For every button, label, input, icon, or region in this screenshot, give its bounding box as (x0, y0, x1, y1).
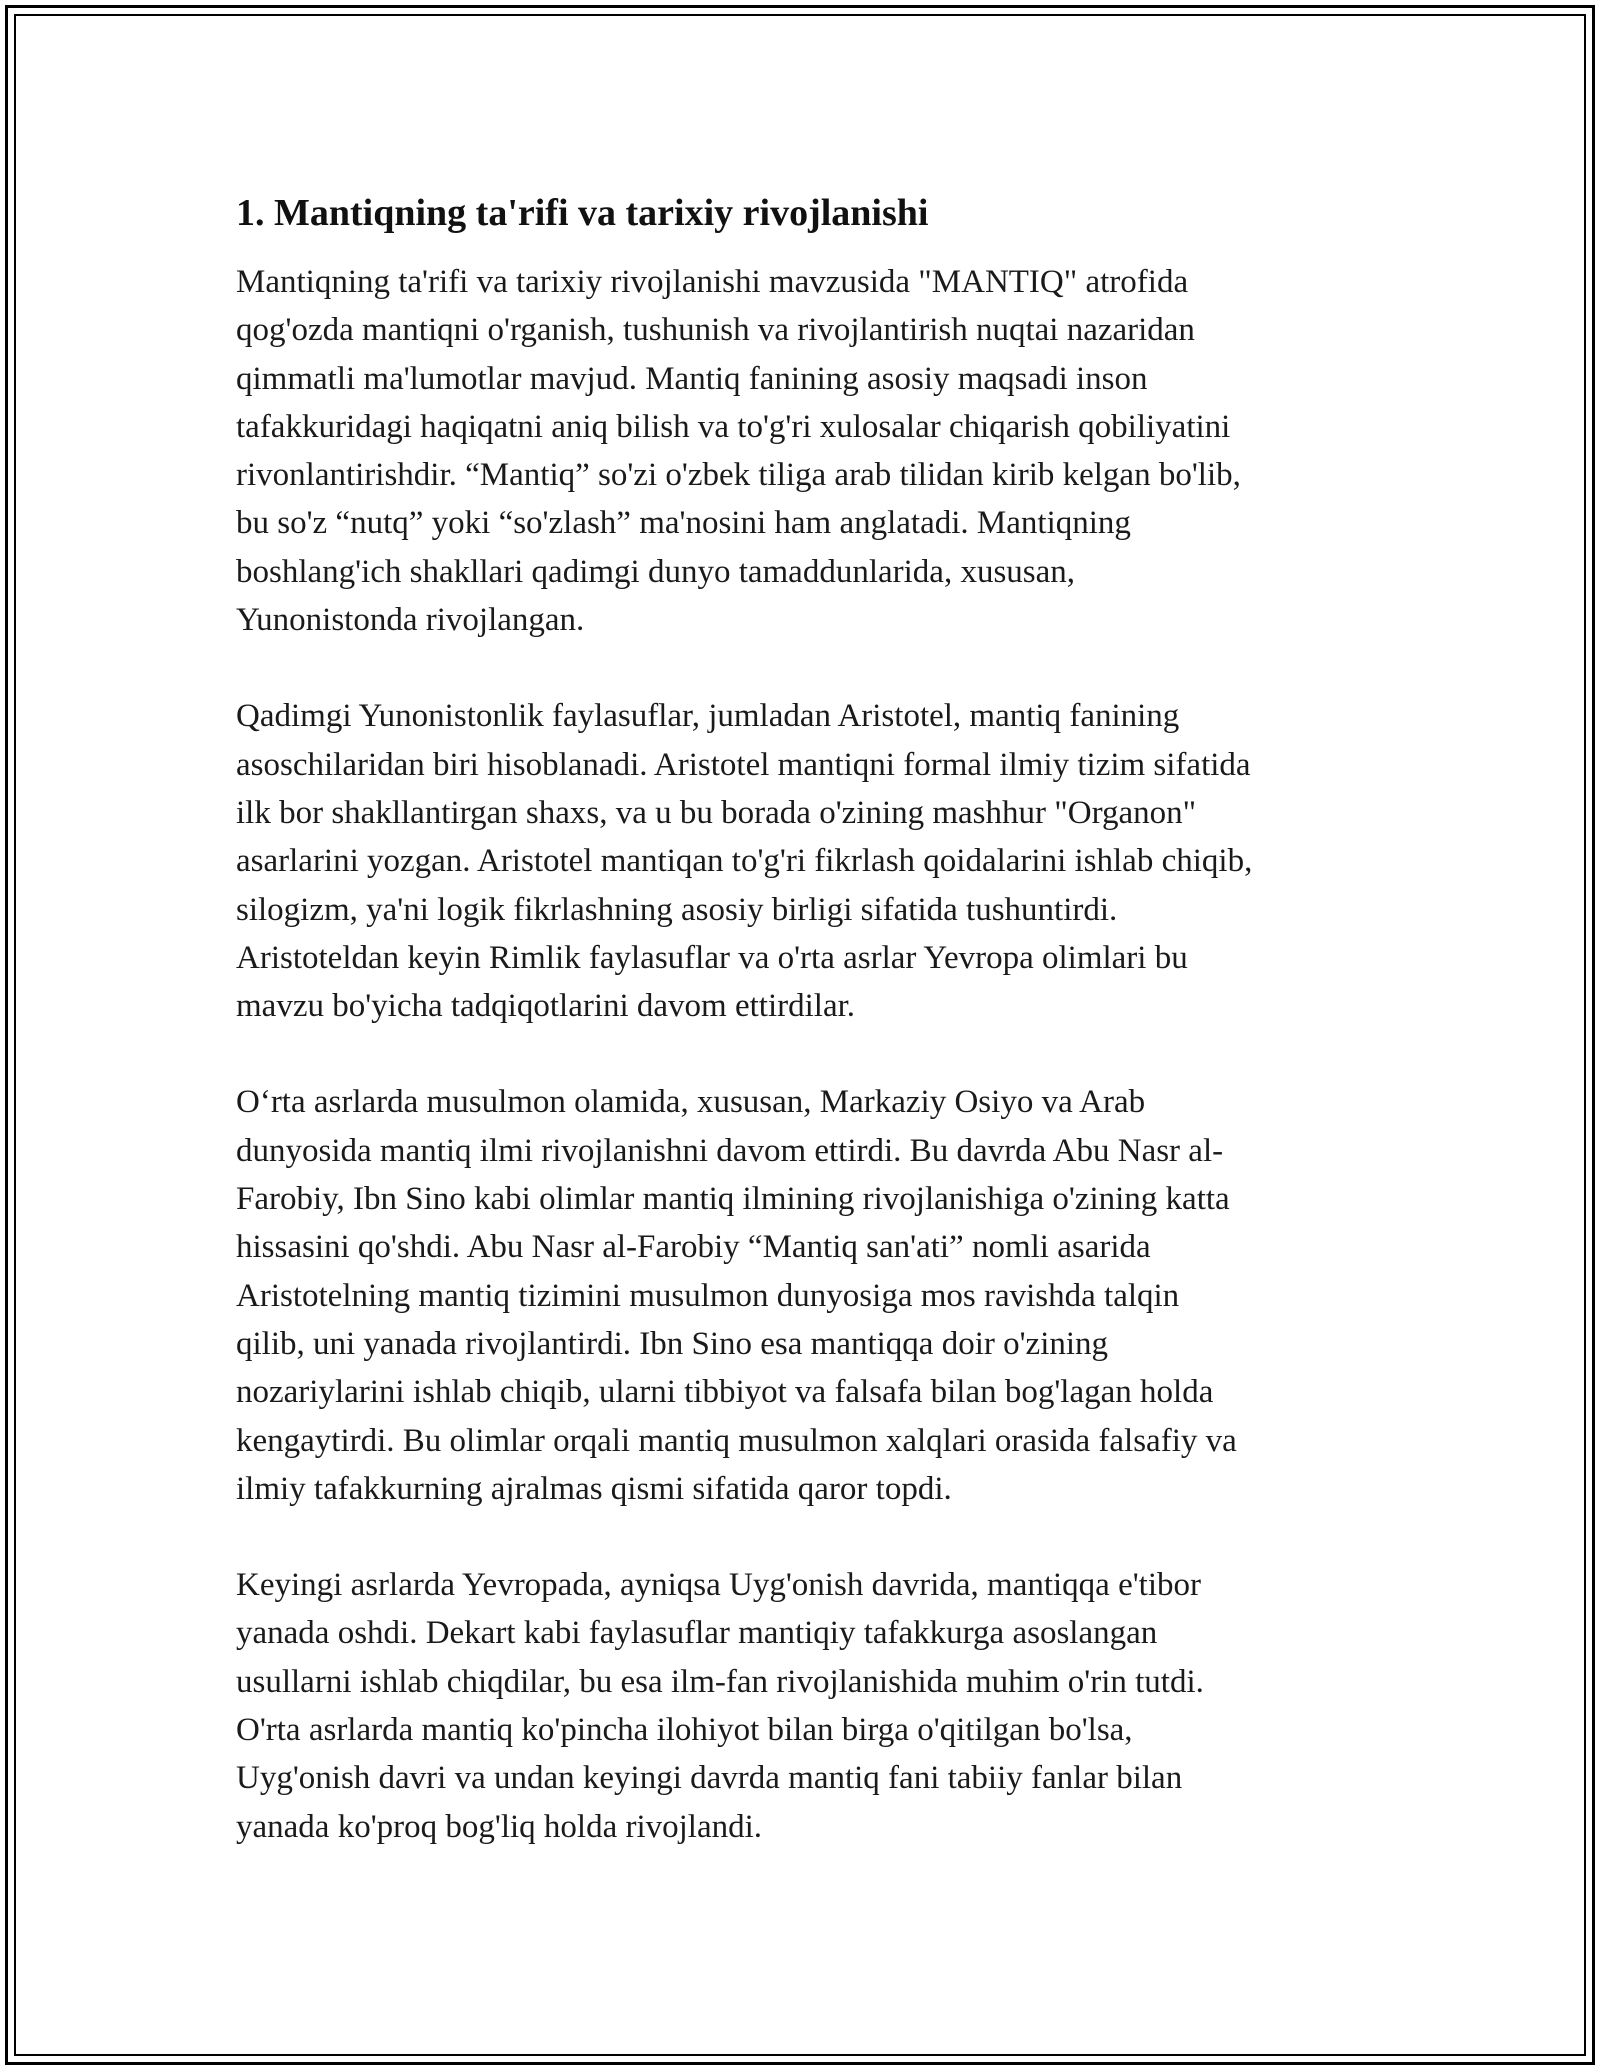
text-line: rivonlantirishdir. “Mantiq” so'zi o'zbek tiliga arab tilidan kirib kelgan bo'lib, (236, 457, 1241, 494)
text-line: Keyingi asrlarda Yevropada, ayniqsa Uyg'onish davrida, mantiqqa e'tibor (236, 1567, 1201, 1604)
text-line: silogizm, ya'ni logik fikrlashning asosiy birligi sifatida tushuntirdi. (236, 891, 1118, 928)
text-line: O‘rta asrlarda musulmon olamida, xususan, Markaziy Osiyo va Arab (236, 1084, 1146, 1121)
text-line: Farobiy, Ibn Sino kabi olimlar mantiq ilmining rivojlanishiga o'zining katta (236, 1181, 1230, 1218)
text-line: qog'ozda mantiqni o'rganish, tushunish va rivojlantirish nuqtai nazaridan (236, 312, 1195, 349)
text-line: kengaytirdi. Bu olimlar orqali mantiq musulmon xalqlari orasida falsafiy va (236, 1422, 1237, 1459)
text-line: Uyg'onish davri va undan keyingi davrda mantiq fani tabiiy fanlar bilan (236, 1760, 1183, 1797)
text-line: dunyosida mantiq ilmi rivojlanishni davom ettirdi. Bu davrda Abu Nasr al- (236, 1132, 1224, 1169)
text-line: Yunonistonda rivojlangan. (236, 602, 585, 639)
text-line: usullarni ishlab chiqdilar, bu esa ilm-fan rivojlanishida muhim o'rin tutdi. (236, 1663, 1204, 1700)
text-line: boshlang'ich shakllari qadimgi dunyo tamaddunlarida, xususan, (236, 553, 1076, 590)
text-line: asarlarini yozgan. Aristotel mantiqan to'g'ri fikrlash qoidalarini ishlab chiqib, (236, 843, 1253, 880)
text-line: qilib, uni yanada rivojlantirdi. Ibn Sino esa mantiqqa doir o'zining (236, 1325, 1109, 1362)
text-line: yanada ko'proq bog'liq holda rivojlandi. (236, 1808, 763, 1845)
text-line: qimmatli ma'lumotlar mavjud. Mantiq fanining asosiy maqsadi inson (236, 360, 1148, 397)
text-line: mavzu bo'yicha tadqiqotlarini davom ettirdilar. (236, 988, 856, 1025)
text-line: Aristoteldan keyin Rimlik faylasuflar va o'rta asrlar Yevropa olimlari bu (236, 939, 1188, 976)
text-line: nozariylarini ishlab chiqib, ularni tibbiyot va falsafa bilan bog'lagan holda (236, 1374, 1214, 1411)
section-heading: 1. Mantiqning ta'rifi va tarixiy rivojlanishi (236, 192, 929, 234)
text-line: bu so'z “nutq” yoki “so'zlash” ma'nosini ham anglatadi. Mantiqning (236, 505, 1131, 542)
paragraph-4 (236, 1561, 1386, 1851)
paragraph-1 (236, 258, 1386, 644)
text-line: tafakkuridagi haqiqatni aniq bilish va to'g'ri xulosalar chiqarish qobiliyatini (236, 408, 1231, 445)
text-line: ilk bor shakllantirgan shaxs, va u bu borada o'zining mashhur "Organon" (236, 794, 1197, 831)
text-line: Aristotelning mantiq tizimini musulmon dunyosiga mos ravishda talqin (236, 1277, 1180, 1314)
document-content (236, 188, 1386, 1899)
text-line: Mantiqning ta'rifi va tarixiy rivojlanishi mavzusida "MANTIQ" atrofida (236, 264, 1189, 300)
text-line: O'rta asrlarda mantiq ko'pincha ilohiyot bilan birga o'qitilgan bo'lsa, (236, 1712, 1133, 1749)
text-line: asoschilaridan biri hisoblanadi. Aristotel mantiqni formal ilmiy tizim sifatida (236, 746, 1251, 783)
paragraph-2 (236, 692, 1386, 1030)
text-line: hissasini qo'shdi. Abu Nasr al-Farobiy “Mantiq san'ati” nomli asarida (236, 1229, 1151, 1266)
text-line: yanada oshdi. Dekart kabi faylasuflar mantiqiy tafakkurga asoslangan (236, 1615, 1158, 1652)
text-line: Qadimgi Yunonistonlik faylasuflar, jumladan Aristotel, mantiq fanining (236, 698, 1180, 735)
text-line: ilmiy tafakkurning ajralmas qismi sifatida qaror topdi. (236, 1470, 952, 1507)
paragraph-3 (236, 1078, 1386, 1513)
